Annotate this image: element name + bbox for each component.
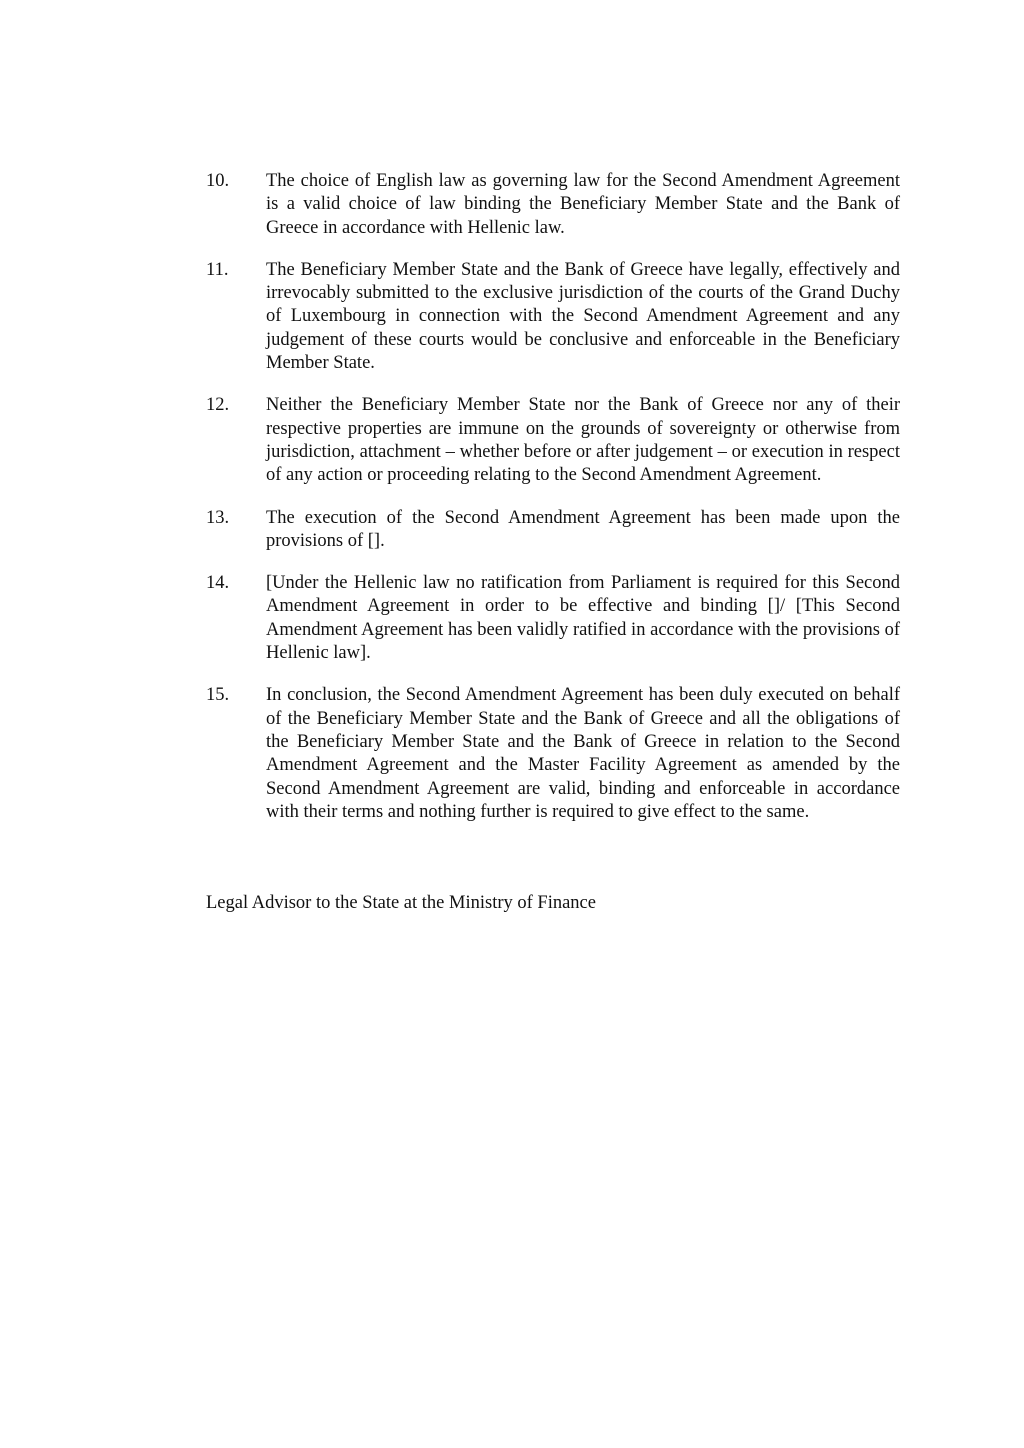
clause-text: The Beneficiary Member State and the Bank of Greece have legally, effectively and irrevocably submitted to the exclusive jurisdiction of the courts of the Grand Duchy of Luxembourg in connection with the Second Amendment Agreement and any judgement of these courts would be conclusive and enforceable in the Beneficiary Member State. — [266, 259, 900, 374]
clause-text: [Under the Hellenic law no ratification from Parliament is required for this Second Amendment Agreement in order to be effective and binding []/ [This Second Amendment Agreement has been validly ratified in accordance with the provisions of Hellenic law]. — [266, 573, 900, 664]
clause-10 — [206, 170, 900, 240]
clause-number: 10. — [206, 171, 230, 191]
clause-number: 13. — [206, 507, 230, 528]
signatory-line: Legal Advisor to the State at the Ministry of Finance — [206, 893, 596, 913]
clause-11 — [206, 259, 900, 375]
clause-text: Neither the Beneficiary Member State nor the Bank of Greece nor any of their respective properties are immune on the grounds of sovereignty or otherwise from jurisdiction, attachment – whether before or after judgement – or execution in respect of any action or proceeding relating to the Second Amendment Agreement. — [266, 395, 900, 486]
clause-13 — [206, 507, 900, 554]
clause-list — [206, 170, 900, 843]
clause-text: The execution of the Second Amendment Agreement has been made upon the provisions of []. — [266, 507, 900, 551]
clause-12 — [206, 394, 900, 487]
clause-text: The choice of English law as governing law for the Second Amendment Agreement is a valid choice of law binding the Beneficiary Member State and the Bank of Greece in accordance with Hellenic law. — [266, 171, 900, 238]
clause-number: 12. — [206, 395, 230, 416]
clause-number: 14. — [206, 573, 230, 594]
clause-text: In conclusion, the Second Amendment Agreement has been duly executed on behalf of the Beneficiary Member State and the Bank of Greece and all the obligations of the Beneficiary Member State and the Bank of Greece in relation to the Second Amendment Agreement and the Master Facility Agreement as amended by the Second Amendment Agreement are valid, binding and enforceable in accordance with their terms and nothing further is required to give effect to the same. — [266, 685, 900, 822]
clause-number: 11. — [206, 259, 229, 280]
clause-14 — [206, 572, 900, 665]
clause-number: 15. — [206, 685, 230, 706]
clause-15 — [206, 684, 900, 824]
